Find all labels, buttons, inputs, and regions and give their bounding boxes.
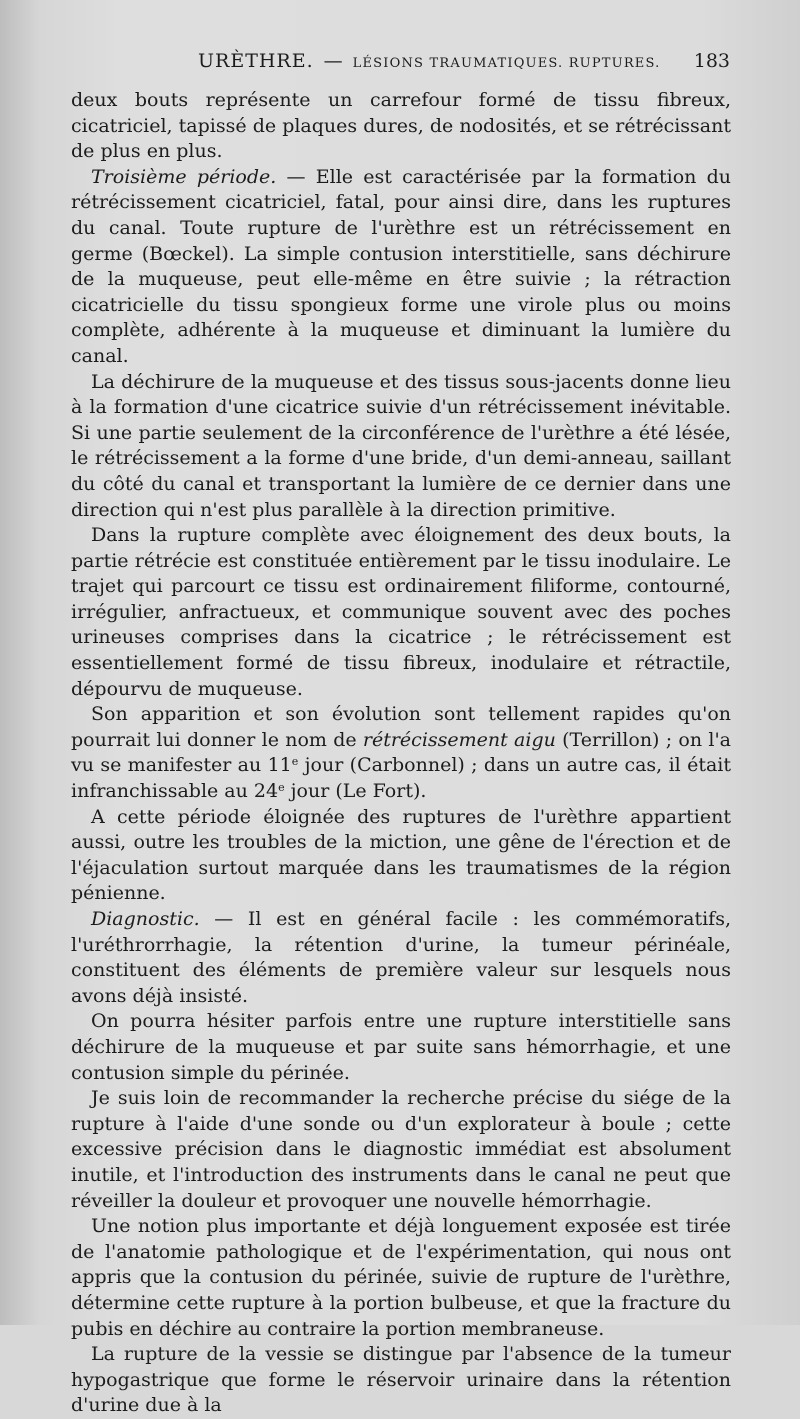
paragraph: Diagnostic. — Il est en général facile : les commémoratifs, l'uréthrorrhagie, la rétention d'urine, la tumeur périnéale, constituent des éléments de première valeur sur lesquels nous avons déjà insisté.: [71, 908, 731, 1007]
paragraph: Troisième période. — Elle est caractérisée par la formation du rétrécissement cicatriciel, fatal, pour ainsi dire, dans les ruptures du canal. Toute rupture de l'urèthre est un rétrécissement en germe (Bœckel). La simple contusion interstitielle, sans déchirure de la muqueuse, peut elle-même en être suivie ; la rétraction cicatricielle du tissu spongieux forme une virole plus ou moins complète, adhérente à la muqueuse et diminuant la lumière du canal.: [71, 165, 731, 367]
paragraph: La rupture de la vessie se distingue par l'absence de la tumeur hypogastrique que forme le réservoir urinaire dans la rétention d'urine due à la: [71, 1343, 731, 1417]
header-subtitle: LÉSIONS TRAUMATIQUES. RUPTURES.: [352, 56, 661, 71]
paragraph: On pourra hésiter parfois entre une rupture interstitielle sans déchirure de la muqueuse et par suite sans hémorrhagie, et une contusion simple du périnée.: [71, 1010, 731, 1084]
paragraph: Son apparition et son évolution sont tellement rapides qu'on pourrait lui donner le nom de rétrécissement aigu (Terrillon) ; on l'a vu se manifester au 11e jour (Carbonnel) ; dans un autre cas, il était infranchissable au 24e jour (Le Fort).: [71, 703, 732, 803]
running-header: [70, 50, 730, 84]
section-label: Diagnostic.: [91, 908, 200, 930]
emphasis: rétrécissement aigu: [362, 728, 556, 751]
section-label: Troisième période.: [91, 165, 277, 188]
paragraph: deux bouts représente un carrefour formé de tissu fibreux, cicatriciel, tapissé de plaques dures, de nodosités, et se rétrécissant de plus en plus.: [71, 89, 731, 163]
paragraph: A cette période éloignée des ruptures de l'urèthre appartient aussi, outre les troubles de la miction, une gêne de l'érection et de l'éjaculation surtout marquée dans les traumatismes de la région pénienne.: [71, 805, 731, 905]
page-number: 183: [693, 50, 730, 72]
paragraph: Je suis loin de recommander la recherche précise du siége de la rupture à l'aide d'une sonde ou d'un explorateur à boule ; cette excessive précision dans le diagnostic immédiat est absolument inutile, et l'introduction des instruments dans le canal ne peut que réveiller la douleur et provoquer une nouvelle hémorrhagie.: [71, 1087, 731, 1212]
header-dash: —: [323, 50, 343, 72]
header-title: URÈTHRE.: [198, 50, 314, 72]
paragraph: La déchirure de la muqueuse et des tissus sous-jacents donne lieu à la formation d'une cicatrice suivie d'un rétrécissement inévitable. Si une partie seulement de la circonférence de l'urèthre a été lésée, le rétrécissement a la forme d'une bride, d'un demi-anneau, saillant du côté du canal et transportant la lumière de ce dernier dans une direction qui n'est plus parallèle à la direction primitive.: [71, 370, 731, 521]
body-text: [71, 88, 731, 1419]
paragraph: Une notion plus importante et déjà longuement exposée est tirée de l'anatomie pathologique et de l'expérimentation, qui nous ont appris que la contusion du périnée, suivie de rupture de l'urèthre, détermine cette rupture à la portion bulbeuse, et que la fracture du pubis en déchire au contraire la portion membraneuse.: [71, 1215, 731, 1340]
paragraph: Dans la rupture complète avec éloignement des deux bouts, la partie rétrécie est constituée entièrement par le tissu inodulaire. Le trajet qui parcourt ce tissu est ordinairement filiforme, contourné, irrégulier, anfractueux, et communique souvent avec des poches urineuses comprises dans la cicatrice ; le rétrécissement est essentiellement formé de tissu fibreux, inodulaire et rétractile, dépourvu de muqueuse.: [71, 524, 731, 700]
